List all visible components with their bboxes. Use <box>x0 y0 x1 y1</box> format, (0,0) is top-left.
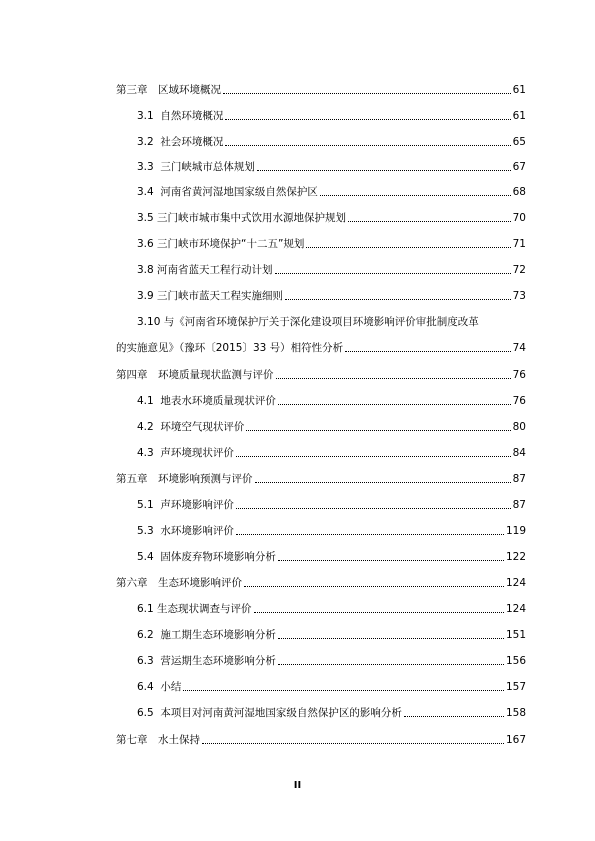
toc-entry-title: 3.8 河南省蓝天工程行动计划 <box>137 264 273 276</box>
dot-leader <box>278 664 504 665</box>
dot-leader <box>257 170 511 171</box>
toc-entry[interactable] <box>137 680 526 694</box>
toc-entry[interactable] <box>116 341 526 355</box>
toc-entry[interactable] <box>137 550 526 564</box>
toc-entry[interactable] <box>116 83 526 97</box>
toc-row[interactable] <box>0 109 595 123</box>
toc-entry-page: 80 <box>512 421 526 433</box>
toc-row[interactable] <box>0 211 595 225</box>
toc-entry-page: 122 <box>505 551 526 563</box>
toc-entry-page: 61 <box>512 110 526 122</box>
toc-row[interactable] <box>0 394 595 408</box>
toc-entry-page: 71 <box>512 238 526 250</box>
toc-entry-page: 76 <box>512 369 526 381</box>
toc-entry-page: 68 <box>512 186 526 198</box>
toc-entry-title: 4.1 地表水环境质量现状评价 <box>137 395 276 407</box>
dot-leader <box>225 145 510 146</box>
dot-leader <box>225 119 510 120</box>
toc-entry-title: 3.5 三门峡市城市集中式饮用水源地保护规划 <box>137 212 347 224</box>
toc-entry[interactable] <box>137 654 526 668</box>
toc-entry-title: 4.2 环境空气现状评价 <box>137 421 245 433</box>
dot-leader <box>306 247 510 248</box>
toc-entry[interactable] <box>137 706 526 720</box>
toc-entry-page: 124 <box>505 603 526 615</box>
dot-leader <box>255 482 511 483</box>
dot-leader <box>254 612 504 613</box>
toc-row[interactable] <box>0 602 595 616</box>
toc-entry-page: 156 <box>505 655 526 667</box>
dot-leader <box>246 430 510 431</box>
toc-entry-page: 124 <box>505 577 526 589</box>
toc-row[interactable] <box>0 524 595 538</box>
dot-leader <box>236 508 511 509</box>
toc-row[interactable] <box>0 420 595 434</box>
toc-entry[interactable] <box>116 368 526 382</box>
toc-entry-page: 73 <box>512 290 526 302</box>
dot-leader <box>348 221 511 222</box>
toc-entry[interactable] <box>137 211 526 225</box>
toc-entry-title: 3.1 自然环境概况 <box>137 110 224 122</box>
toc-entry-title: 3.6 三门峡市环境保护“十二五”规划 <box>137 238 305 250</box>
toc-entry-title: 6.5 本项目对河南黄河湿地国家级自然保护区的影响分析 <box>137 707 402 719</box>
toc-entry[interactable] <box>116 733 526 747</box>
toc-entry[interactable] <box>116 576 526 590</box>
toc-entry[interactable] <box>137 394 526 408</box>
dot-leader <box>183 690 504 691</box>
dot-leader <box>278 638 504 639</box>
toc-row[interactable] <box>0 160 595 174</box>
toc-entry-page: 76 <box>512 395 526 407</box>
toc-entry-page: 158 <box>505 707 526 719</box>
toc-entry-page: 65 <box>512 136 526 148</box>
toc-entry[interactable] <box>137 185 526 199</box>
toc-row[interactable] <box>0 446 595 460</box>
toc-entry[interactable] <box>137 524 526 538</box>
toc-row[interactable] <box>0 680 595 694</box>
dot-leader <box>275 273 511 274</box>
toc-entry[interactable] <box>137 602 526 616</box>
toc-entry[interactable] <box>137 446 526 460</box>
toc-entry[interactable] <box>137 628 526 642</box>
toc-entry-page: 119 <box>505 525 526 537</box>
toc-row[interactable] <box>0 237 595 251</box>
toc-row[interactable] <box>0 472 595 486</box>
toc-entry-title: 3.4 河南省黄河湿地国家级自然保护区 <box>137 186 318 198</box>
toc-entry-page: 157 <box>505 681 526 693</box>
dot-leader <box>345 351 510 352</box>
toc-row[interactable] <box>0 628 595 642</box>
toc-entry-title: 6.4 小结 <box>137 681 182 693</box>
toc-entry-title: 3.9 三门峡市蓝天工程实施细则 <box>137 290 284 302</box>
toc-entry-title: 6.1 生态现状调查与评价 <box>137 603 252 615</box>
toc-row[interactable] <box>0 341 595 355</box>
toc-row[interactable] <box>0 576 595 590</box>
dot-leader <box>278 404 511 405</box>
toc-entry-title: 第三章 区域环境概况 <box>116 84 221 96</box>
toc-entry[interactable] <box>137 263 526 277</box>
toc-entry-page: 167 <box>505 734 526 746</box>
toc-row[interactable] <box>0 135 595 149</box>
toc-entry-title-line2: 的实施意见》（豫环〔2015〕33 号）相符性分析 <box>116 342 344 354</box>
toc-row[interactable] <box>0 706 595 720</box>
toc-row[interactable] <box>0 368 595 382</box>
toc-entry-page: 61 <box>512 84 526 96</box>
toc-row[interactable] <box>0 498 595 512</box>
toc-row[interactable] <box>0 289 595 303</box>
dot-leader <box>278 560 504 561</box>
toc-row[interactable] <box>0 263 595 277</box>
toc-entry-title: 第四章 环境质量现状监测与评价 <box>116 369 274 381</box>
toc-entry-title: 6.2 施工期生态环境影响分析 <box>137 629 276 641</box>
toc-row[interactable] <box>0 654 595 668</box>
dot-leader <box>236 456 511 457</box>
toc-entry-title: 第五章 环境影响预测与评价 <box>116 473 253 485</box>
toc-entry[interactable] <box>116 472 526 486</box>
toc-entry[interactable] <box>137 289 526 303</box>
toc-entry-title: 5.4 固体废弃物环境影响分析 <box>137 551 276 563</box>
dot-leader <box>236 534 504 535</box>
toc-entry-page: 84 <box>512 447 526 459</box>
toc-entry-title: 5.1 声环境影响评价 <box>137 499 234 511</box>
dot-leader <box>404 716 504 717</box>
toc-row[interactable] <box>0 733 595 747</box>
toc-entry-title: 3.2 社会环境概况 <box>137 136 224 148</box>
dot-leader <box>223 93 511 94</box>
toc-entry-title: 3.3 三门峡城市总体规划 <box>137 161 255 173</box>
toc-row[interactable] <box>0 185 595 199</box>
toc-row[interactable] <box>0 550 595 564</box>
toc-entry-page: 67 <box>512 161 526 173</box>
toc-entry[interactable] <box>137 135 526 149</box>
toc-entry-title: 第六章 生态环境影响评价 <box>116 577 242 589</box>
dot-leader <box>276 378 511 379</box>
toc-entry-page: 74 <box>512 342 526 354</box>
toc-entry[interactable] <box>137 160 526 174</box>
toc-entry-title: 6.3 营运期生态环境影响分析 <box>137 655 276 667</box>
dot-leader <box>285 299 511 300</box>
toc-entry-title: 4.3 声环境现状评价 <box>137 447 234 459</box>
page-number: II <box>293 780 302 791</box>
toc-entry-title: 第七章 水土保持 <box>116 734 200 746</box>
dot-leader <box>244 586 504 587</box>
toc-entry-title: 5.3 水环境影响评价 <box>137 525 234 537</box>
dot-leader <box>320 195 511 196</box>
toc-entry[interactable] <box>137 420 526 434</box>
toc-entry[interactable] <box>137 498 526 512</box>
toc-entry-page: 70 <box>512 212 526 224</box>
toc-row[interactable] <box>0 83 595 97</box>
toc-entry[interactable] <box>137 109 526 123</box>
toc-entry-page: 151 <box>505 629 526 641</box>
toc-entry-page: 87 <box>512 473 526 485</box>
toc-entry-page: 87 <box>512 499 526 511</box>
toc-entry-title-line1[interactable]: 3.10 与《河南省环境保护厅关于深化建设项目环境影响评价审批制度改革 <box>137 316 479 328</box>
toc-entry-page: 72 <box>512 264 526 276</box>
dot-leader <box>202 743 504 744</box>
toc-entry[interactable] <box>137 237 526 251</box>
